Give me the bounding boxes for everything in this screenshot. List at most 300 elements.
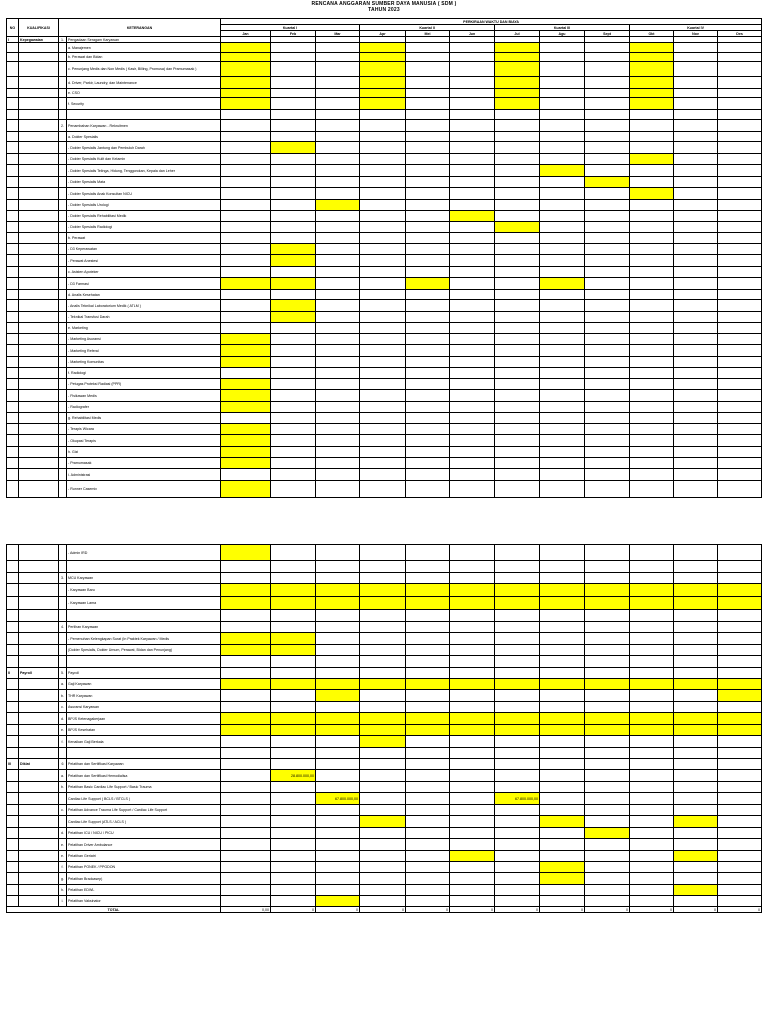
month-cell: [630, 725, 674, 736]
row-index: [59, 43, 67, 53]
row-no: [7, 690, 19, 702]
month-cell: [585, 725, 630, 736]
month-cell: [630, 413, 674, 424]
month-cell: [221, 793, 271, 805]
row-index: [59, 424, 67, 435]
month-cell: [221, 89, 271, 98]
row-index: [59, 458, 67, 469]
row-no: [7, 142, 19, 154]
month-cell: [450, 165, 495, 177]
row-keterangan: g. Rehabilitasi Medis: [67, 413, 221, 424]
row-kualifikasi: [19, 77, 59, 89]
table-row: [7, 668, 762, 679]
month-cell: [360, 896, 406, 907]
row-keterangan: Pelatihan ICU / NICU / PICU: [67, 828, 221, 839]
month-cell: [585, 312, 630, 323]
month-cell: [540, 759, 585, 770]
row-no: [7, 469, 19, 481]
table-row: [7, 458, 762, 469]
month-cell: [630, 98, 674, 110]
month-cell: [540, 668, 585, 679]
month-cell: [360, 816, 406, 828]
month-cell: [495, 782, 540, 793]
month-cell: [630, 89, 674, 98]
total-label: TOTAL: [7, 907, 221, 913]
table-row: [7, 622, 762, 633]
month-cell: [630, 357, 674, 368]
month-cell: [450, 62, 495, 77]
month-cell: [630, 62, 674, 77]
row-kualifikasi: [19, 200, 59, 211]
month-cell: [585, 379, 630, 390]
month-cell: [360, 851, 406, 862]
month-cell: [495, 679, 540, 690]
row-kualifikasi: [19, 748, 59, 759]
row-index: [59, 597, 67, 610]
month-cell: [450, 200, 495, 211]
row-kualifikasi: [19, 53, 59, 62]
month-cell: [221, 368, 271, 379]
row-index: [59, 323, 67, 334]
month-cell: [316, 278, 360, 290]
month-cell: [718, 545, 762, 561]
row-index: 5.: [59, 668, 67, 679]
row-kualifikasi: [19, 120, 59, 132]
month-cell: [495, 77, 540, 89]
month-cell: [316, 323, 360, 334]
month-cell: [316, 255, 360, 267]
month-cell: [316, 896, 360, 907]
table-row: [7, 244, 762, 255]
month-cell: [540, 402, 585, 413]
month-cell: [495, 312, 540, 323]
month-cell: [316, 43, 360, 53]
month-cell: [630, 312, 674, 323]
month-cell: [630, 222, 674, 233]
month-cell: [406, 679, 450, 690]
month-cell: [221, 469, 271, 481]
month-cell: [221, 873, 271, 885]
month-cell: [585, 610, 630, 622]
month-cell: [221, 120, 271, 132]
month-cell: [540, 244, 585, 255]
month-cell: [718, 610, 762, 622]
table-row: [7, 633, 762, 645]
month-cell: [674, 469, 718, 481]
month-cell: [718, 805, 762, 816]
month-cell: [316, 622, 360, 633]
month-cell: [718, 165, 762, 177]
month-cell: [271, 323, 316, 334]
month-cell: [585, 255, 630, 267]
month-cell: [221, 142, 271, 154]
month-cell: [630, 896, 674, 907]
month-cell: [674, 561, 718, 573]
month-cell: [630, 597, 674, 610]
month-cell: [450, 323, 495, 334]
month-cell: [540, 62, 585, 77]
row-kualifikasi: [19, 770, 59, 782]
month-cell: [585, 200, 630, 211]
month-cell: [540, 584, 585, 597]
month-cell: [406, 177, 450, 188]
month-cell: [406, 759, 450, 770]
row-index: b.: [59, 690, 67, 702]
month-cell: [495, 211, 540, 222]
month-cell: [585, 424, 630, 435]
month-cell: [674, 597, 718, 610]
row-keterangan: BPJS Ketenagakerjaan: [67, 713, 221, 725]
month-cell: [718, 713, 762, 725]
month-cell: [271, 233, 316, 244]
month-cell: [540, 110, 585, 120]
month-cell: [406, 53, 450, 62]
month-cell: [221, 447, 271, 458]
month-cell: [495, 334, 540, 345]
month-cell: [585, 736, 630, 748]
month-cell: [630, 368, 674, 379]
month-cell: [630, 816, 674, 828]
table-row: [7, 805, 762, 816]
table-row: [7, 885, 762, 896]
table-row: [7, 759, 762, 770]
month-cell: [674, 345, 718, 357]
month-cell: [674, 610, 718, 622]
row-index: 4.: [59, 622, 67, 633]
month-cell: [585, 839, 630, 851]
row-index: c.: [59, 805, 67, 816]
row-no: III: [7, 759, 19, 770]
row-kualifikasi: [19, 165, 59, 177]
month-cell: [585, 702, 630, 713]
month-cell: [540, 839, 585, 851]
month-cell: [450, 668, 495, 679]
row-no: [7, 357, 19, 368]
month-cell: [630, 679, 674, 690]
month-cell: [674, 233, 718, 244]
month-cell: [540, 188, 585, 200]
month-cell: [406, 244, 450, 255]
month-cell: [271, 142, 316, 154]
month-cell: [450, 584, 495, 597]
row-no: [7, 244, 19, 255]
month-cell: [360, 782, 406, 793]
month-cell: [585, 402, 630, 413]
month-cell: [630, 447, 674, 458]
row-no: [7, 323, 19, 334]
month-cell: [406, 736, 450, 748]
month-cell: [450, 679, 495, 690]
row-keterangan: - Runner Casemix: [67, 481, 221, 498]
month-cell: [495, 267, 540, 278]
table-row: [7, 300, 762, 312]
row-kualifikasi: [19, 413, 59, 424]
month-cell: [718, 334, 762, 345]
month-cell: [585, 222, 630, 233]
row-no: [7, 177, 19, 188]
row-index: [59, 312, 67, 323]
row-kualifikasi: [19, 458, 59, 469]
row-no: [7, 645, 19, 656]
row-index: [59, 233, 67, 244]
month-cell: [674, 211, 718, 222]
row-keterangan: - D3 Farmasi: [67, 278, 221, 290]
row-index: [59, 469, 67, 481]
month-cell: [630, 435, 674, 447]
month-cell: [221, 545, 271, 561]
month-cell: [585, 622, 630, 633]
month-cell: [316, 679, 360, 690]
month-cell: [585, 793, 630, 805]
row-kualifikasi: [19, 278, 59, 290]
month-cell: [450, 413, 495, 424]
month-cell: [406, 896, 450, 907]
month-cell: [316, 561, 360, 573]
month-cell: [360, 690, 406, 702]
month-cell: [540, 357, 585, 368]
month-cell: [450, 793, 495, 805]
month-cell: [495, 545, 540, 561]
month-cell: [630, 165, 674, 177]
table-row: [7, 690, 762, 702]
month-cell: [585, 334, 630, 345]
month-cell: [540, 748, 585, 759]
row-index: [59, 165, 67, 177]
month-cell: [718, 43, 762, 53]
month-cell: [674, 222, 718, 233]
row-no: [7, 165, 19, 177]
month-cell: [316, 782, 360, 793]
month-cell: [271, 828, 316, 839]
month-cell: [406, 584, 450, 597]
month-cell: [630, 177, 674, 188]
month-cell: [718, 368, 762, 379]
month-cell: [630, 188, 674, 200]
month-cell: [271, 290, 316, 300]
month-cell: [221, 584, 271, 597]
month-cell: [360, 668, 406, 679]
row-index: [59, 402, 67, 413]
month-cell: [271, 839, 316, 851]
row-no: [7, 267, 19, 278]
table-row: [7, 748, 762, 759]
month-cell: [585, 851, 630, 862]
month-cell: [674, 132, 718, 142]
month-cell: [221, 862, 271, 873]
row-kualifikasi: [19, 435, 59, 447]
month-cell: [450, 368, 495, 379]
row-kualifikasi: [19, 828, 59, 839]
table-row: [7, 132, 762, 142]
row-keterangan: d. Analis Kesehatan: [67, 290, 221, 300]
month-cell: [674, 323, 718, 334]
month-cell: [271, 413, 316, 424]
header-month: Mei: [406, 31, 450, 37]
month-cell: [406, 278, 450, 290]
month-cell: [718, 188, 762, 200]
month-cell: [674, 89, 718, 98]
month-cell: [316, 413, 360, 424]
row-index: [59, 211, 67, 222]
month-cell: [450, 390, 495, 402]
month-cell: [495, 110, 540, 120]
month-cell: [540, 368, 585, 379]
month-cell: [630, 610, 674, 622]
month-cell: [540, 725, 585, 736]
month-cell: [450, 120, 495, 132]
month-cell: [718, 469, 762, 481]
month-cell: [316, 300, 360, 312]
month-cell: [360, 469, 406, 481]
month-cell: [540, 424, 585, 435]
month-cell: [221, 165, 271, 177]
month-cell: [540, 211, 585, 222]
month-cell: [316, 597, 360, 610]
month-cell: [585, 233, 630, 244]
month-cell: [540, 885, 585, 896]
month-cell: [674, 357, 718, 368]
row-no: [7, 816, 19, 828]
month-cell: [360, 873, 406, 885]
month-cell: [221, 839, 271, 851]
month-cell: [674, 545, 718, 561]
month-cell: [271, 573, 316, 584]
row-kualifikasi: [19, 597, 59, 610]
month-cell: [630, 267, 674, 278]
month-cell: [316, 770, 360, 782]
row-keterangan: - Okupasi Terapis: [67, 435, 221, 447]
month-cell: [221, 267, 271, 278]
month-cell: [674, 885, 718, 896]
month-cell: [495, 885, 540, 896]
month-cell: [360, 713, 406, 725]
row-keterangan: - Admin IRD: [67, 545, 221, 561]
table-row: [7, 770, 762, 782]
month-cell: [450, 278, 495, 290]
month-cell: [316, 873, 360, 885]
month-cell: [450, 290, 495, 300]
month-cell: [540, 290, 585, 300]
row-keterangan: - Perawat Anestesi: [67, 255, 221, 267]
row-keterangan: Pelatihan EDWL: [67, 885, 221, 896]
month-cell: [360, 211, 406, 222]
month-cell: [718, 98, 762, 110]
month-cell: [450, 177, 495, 188]
month-cell: [674, 368, 718, 379]
month-cell: [360, 573, 406, 584]
row-index: [59, 584, 67, 597]
month-cell: [585, 805, 630, 816]
row-keterangan: - Pramumasak: [67, 458, 221, 469]
month-cell: [674, 862, 718, 873]
month-cell: [450, 725, 495, 736]
month-cell: [406, 713, 450, 725]
month-cell: [450, 469, 495, 481]
month-cell: [271, 424, 316, 435]
row-keterangan: a. Dokter Spesialis: [67, 132, 221, 142]
month-cell: [540, 89, 585, 98]
month-cell: [316, 481, 360, 498]
month-cell: [495, 424, 540, 435]
row-keterangan: - Fisikawan Medis: [67, 390, 221, 402]
month-cell: [495, 725, 540, 736]
month-cell: [718, 413, 762, 424]
row-no: [7, 62, 19, 77]
row-index: [59, 267, 67, 278]
row-index: h.: [59, 885, 67, 896]
month-cell: [271, 668, 316, 679]
month-cell: [450, 447, 495, 458]
month-cell: [718, 782, 762, 793]
table-row: [7, 481, 762, 498]
month-cell: [540, 481, 585, 498]
month-cell: [450, 345, 495, 357]
row-kualifikasi: [19, 222, 59, 233]
header-month: Jul: [495, 31, 540, 37]
table-row: [7, 702, 762, 713]
month-cell: [316, 668, 360, 679]
row-kualifikasi: [19, 267, 59, 278]
month-cell: [221, 851, 271, 862]
month-cell: [495, 469, 540, 481]
row-index: [59, 481, 67, 498]
month-cell: [585, 782, 630, 793]
row-index: d.: [59, 713, 67, 725]
month-cell: [406, 89, 450, 98]
month-cell: [630, 668, 674, 679]
row-no: [7, 110, 19, 120]
month-cell: [360, 545, 406, 561]
month-cell: [674, 77, 718, 89]
month-cell: [585, 165, 630, 177]
month-cell: [540, 222, 585, 233]
month-cell: [360, 424, 406, 435]
row-no: [7, 805, 19, 816]
row-kualifikasi: [19, 736, 59, 748]
month-cell: [406, 561, 450, 573]
month-cell: [585, 368, 630, 379]
row-index: 2.: [59, 120, 67, 132]
month-cell: [495, 736, 540, 748]
total-value: 0: [271, 907, 316, 913]
row-index: [59, 561, 67, 573]
table-row: [7, 573, 762, 584]
month-cell: [674, 334, 718, 345]
month-cell: [450, 736, 495, 748]
month-cell: [316, 188, 360, 200]
month-cell: [495, 713, 540, 725]
table-row: [7, 43, 762, 53]
month-cell: [406, 255, 450, 267]
month-cell: [540, 679, 585, 690]
month-cell: [674, 633, 718, 645]
month-cell: [406, 62, 450, 77]
month-cell: [540, 43, 585, 53]
month-cell: [495, 690, 540, 702]
month-cell: [271, 458, 316, 469]
month-cell: [718, 312, 762, 323]
row-no: [7, 211, 19, 222]
month-cell: [495, 278, 540, 290]
month-cell: [495, 633, 540, 645]
table-row: [7, 278, 762, 290]
month-cell: [221, 805, 271, 816]
row-keterangan: THR Karyawan: [67, 690, 221, 702]
month-cell: [450, 885, 495, 896]
row-keterangan: Pelatihan Basic Cardiac Life Support / Basic Trauma: [67, 782, 221, 793]
month-cell: [360, 402, 406, 413]
month-cell: [585, 584, 630, 597]
